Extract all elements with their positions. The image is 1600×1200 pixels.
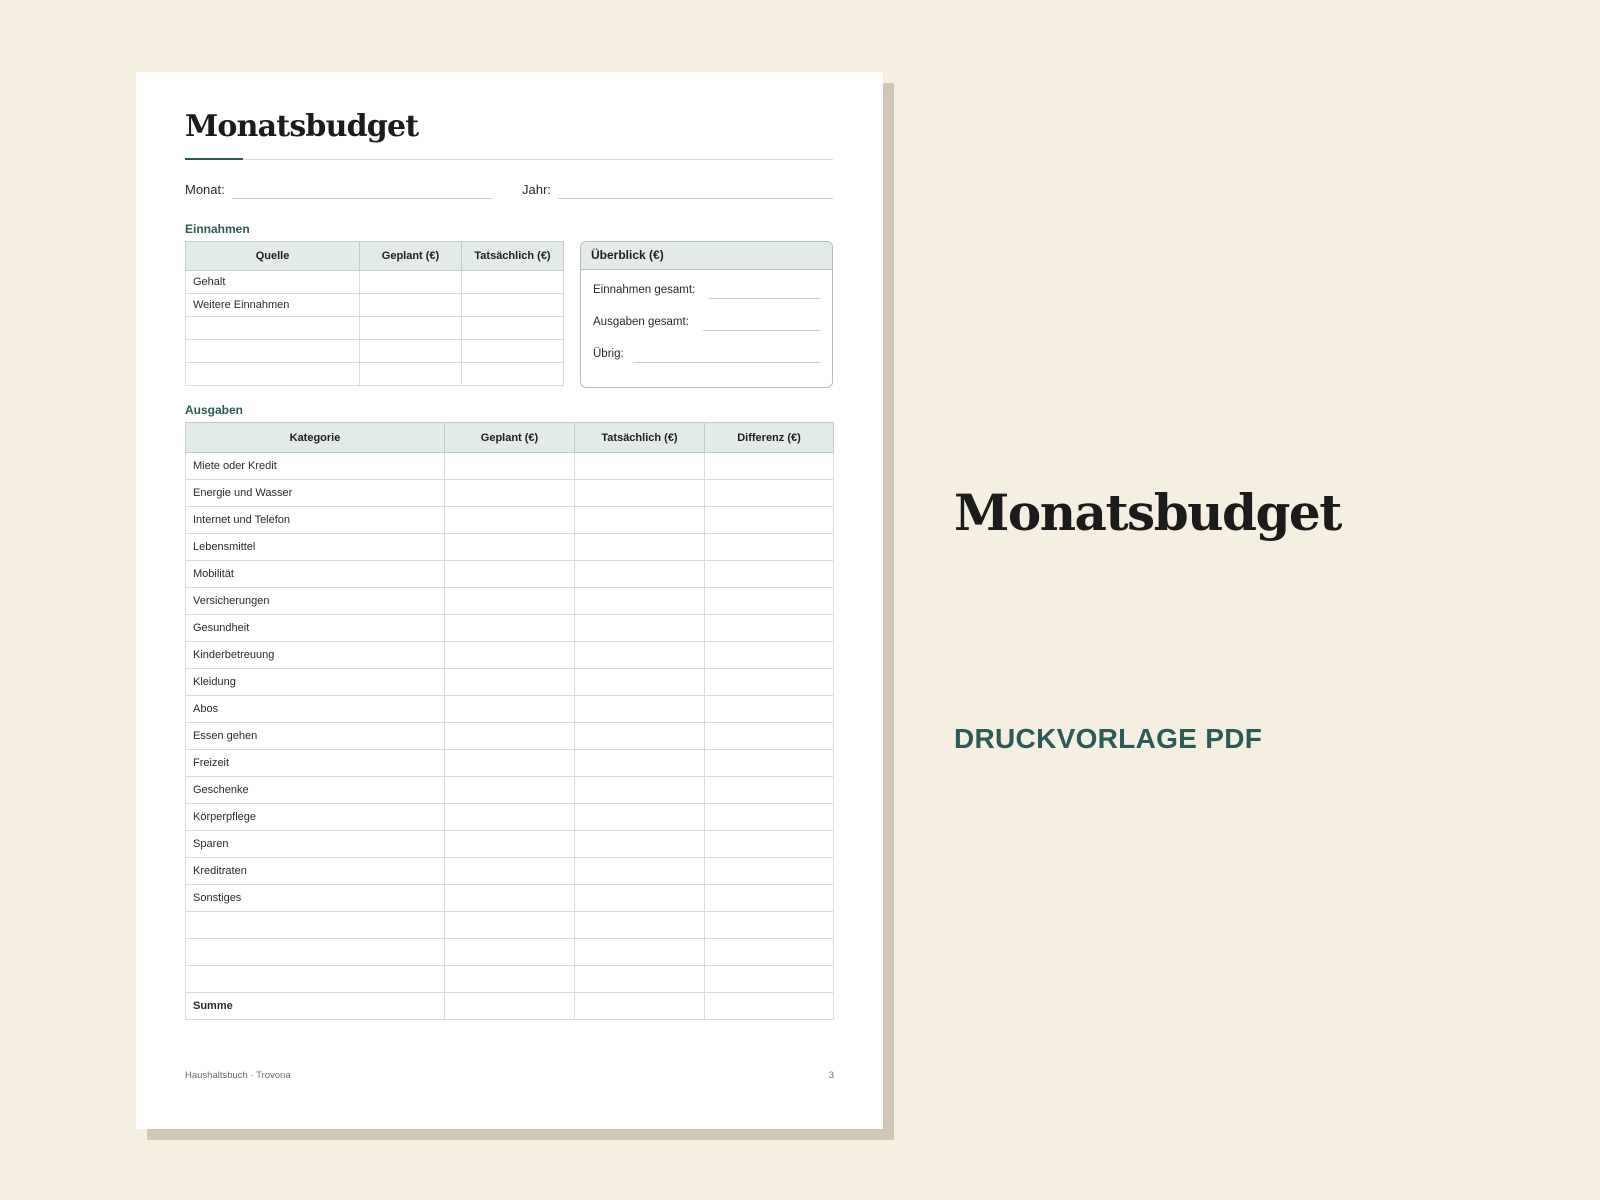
expense-row-value-cell[interactable] [575,750,705,777]
expense-row-value-cell[interactable] [575,723,705,750]
expense-row-value-cell[interactable] [575,561,705,588]
expense-row [186,804,834,831]
income-table [185,241,564,386]
expense-row-value-cell[interactable] [445,669,575,696]
expense-row-value-cell[interactable] [575,804,705,831]
expense-row [186,750,834,777]
income-row-value-cell[interactable] [360,317,462,340]
expense-row-label-cell: Lebensmittel [186,534,445,561]
expense-row-value-cell[interactable] [705,588,834,615]
expense-row-value-cell[interactable] [705,534,834,561]
income-row-value-cell[interactable] [462,271,564,294]
income-row-value-cell[interactable] [360,363,462,386]
expense-row-value-cell[interactable] [575,912,705,939]
expense-row-label-cell: Mobilität [186,561,445,588]
income-row-value-cell[interactable] [462,317,564,340]
expense-row-value-cell[interactable] [705,750,834,777]
expense-row-label-cell: Versicherungen [186,588,445,615]
expense-row-label-cell[interactable] [186,966,445,993]
expense-row-value-cell[interactable] [575,642,705,669]
expense-row-value-cell[interactable] [445,804,575,831]
expense-row-value-cell[interactable] [445,858,575,885]
expense-row [186,723,834,750]
expense-row-value-cell[interactable] [575,669,705,696]
title-accent-line [185,158,243,160]
expense-row-value-cell[interactable] [445,966,575,993]
overview-remaining-label: Übrig: [593,348,624,360]
expense-row-value-cell[interactable] [445,642,575,669]
sum-planned-cell[interactable] [445,993,575,1020]
expenses-table [185,422,834,1020]
expense-row-value-cell[interactable] [575,615,705,642]
expense-row [186,777,834,804]
column-header: Geplant (€) [445,423,575,453]
expense-row [186,561,834,588]
expense-row-value-cell[interactable] [575,453,705,480]
income-row [186,317,564,340]
expense-row-value-cell[interactable] [575,831,705,858]
expense-row [186,642,834,669]
year-field-line[interactable] [558,198,833,199]
expense-row-value-cell[interactable] [705,507,834,534]
expense-row [186,507,834,534]
expense-row-value-cell[interactable] [705,669,834,696]
column-header: Differenz (€) [705,423,834,453]
month-field-line[interactable] [232,198,492,199]
income-body [186,271,564,386]
expense-row [186,912,834,939]
expense-row-value-cell[interactable] [705,480,834,507]
page-number: 3 [828,1070,834,1081]
expense-row-value-cell[interactable] [445,723,575,750]
expense-row-value-cell[interactable] [575,480,705,507]
income-row-label-cell[interactable] [186,317,360,340]
sum-difference-cell[interactable] [705,993,834,1020]
expense-row-value-cell[interactable] [445,912,575,939]
year-label: Jahr: [522,182,551,197]
expense-row-label-cell: Sonstiges [186,885,445,912]
expense-row-value-cell[interactable] [705,723,834,750]
sum-label: Summe [186,993,445,1020]
expense-row-value-cell[interactable] [445,480,575,507]
income-row [186,340,564,363]
expense-row-value-cell[interactable] [705,696,834,723]
expense-row-value-cell[interactable] [445,777,575,804]
overview-expense-total-label: Ausgaben gesamt: [593,316,689,328]
income-row [186,363,564,386]
income-header-row [186,242,564,271]
income-row-value-cell[interactable] [360,294,462,317]
income-row-value-cell[interactable] [462,363,564,386]
expense-row-value-cell[interactable] [575,696,705,723]
footer-text: Haushaltsbuch · Trovona [185,1070,291,1081]
column-header: Tatsächlich (€) [575,423,705,453]
expense-row [186,588,834,615]
title-divider [185,159,833,160]
expense-row-value-cell[interactable] [705,804,834,831]
expense-row-value-cell[interactable] [705,561,834,588]
income-row-label-cell[interactable] [186,340,360,363]
expense-row-value-cell[interactable] [445,453,575,480]
overview-box [580,241,833,388]
income-row [186,294,564,317]
income-row-label-cell[interactable] [186,363,360,386]
expense-row-label-cell: Sparen [186,831,445,858]
expense-row-label-cell[interactable] [186,939,445,966]
expense-row-value-cell[interactable] [445,534,575,561]
month-year-fields [185,182,833,202]
expense-row-value-cell[interactable] [445,885,575,912]
overview-row-remaining [593,348,821,366]
overview-remaining-line[interactable] [633,362,821,363]
overview-income-total-label: Einnahmen gesamt: [593,284,696,296]
expense-row-value-cell[interactable] [445,696,575,723]
income-row-label-cell: Gehalt [186,271,360,294]
expense-row-value-cell[interactable] [445,939,575,966]
expenses-sum-row [186,993,834,1020]
expense-row-label-cell: Kreditraten [186,858,445,885]
expense-row-value-cell[interactable] [445,561,575,588]
expenses-body [186,453,834,993]
expense-row-label-cell: Körperpflege [186,804,445,831]
expense-row-value-cell[interactable] [575,966,705,993]
expense-row-value-cell[interactable] [445,750,575,777]
expense-row [186,885,834,912]
expense-row [186,534,834,561]
expense-row-value-cell[interactable] [445,615,575,642]
expense-row [186,966,834,993]
expense-row-value-cell[interactable] [705,966,834,993]
income-row [186,271,564,294]
expense-row-value-cell[interactable] [575,588,705,615]
expense-row-value-cell[interactable] [575,777,705,804]
overview-expense-total-line[interactable] [703,330,821,331]
expense-row-value-cell[interactable] [445,588,575,615]
expense-row-label-cell: Essen gehen [186,723,445,750]
expense-row [186,696,834,723]
income-row-value-cell[interactable] [462,294,564,317]
overview-income-total-line[interactable] [709,298,821,299]
income-heading: Einnahmen [185,222,250,236]
expense-row [186,831,834,858]
expense-row-value-cell[interactable] [705,642,834,669]
column-header: Geplant (€) [360,242,462,271]
expense-row-value-cell[interactable] [445,831,575,858]
expense-row-value-cell[interactable] [575,885,705,912]
column-header: Quelle [186,242,360,271]
budget-sheet [136,72,883,1129]
expense-row-label-cell: Freizeit [186,750,445,777]
promo-title: Monatsbudget [954,483,1341,542]
expense-row [186,480,834,507]
expense-row-value-cell[interactable] [705,615,834,642]
expense-row [186,453,834,480]
expense-row-value-cell[interactable] [705,831,834,858]
expense-row-label-cell: Kleidung [186,669,445,696]
column-header: Kategorie [186,423,445,453]
expense-row-value-cell[interactable] [705,912,834,939]
document-title: Monatsbudget [185,109,419,144]
sum-actual-cell[interactable] [575,993,705,1020]
income-row-value-cell[interactable] [462,340,564,363]
expense-row-value-cell[interactable] [575,939,705,966]
month-label: Monat: [185,182,225,197]
expense-row-label-cell: Energie und Wasser [186,480,445,507]
expense-row-label-cell: Kinderbetreuung [186,642,445,669]
expense-row-value-cell[interactable] [705,453,834,480]
expense-row-label-cell: Internet und Telefon [186,507,445,534]
expense-row-value-cell[interactable] [575,534,705,561]
expense-row-label-cell: Gesundheit [186,615,445,642]
income-row-label-cell: Weitere Einnahmen [186,294,360,317]
expense-row [186,669,834,696]
overview-row-expense-total [593,316,821,334]
expense-row-value-cell[interactable] [705,939,834,966]
income-row-value-cell[interactable] [360,340,462,363]
promo-subtitle: DRUCKVORLAGE PDF [954,723,1263,754]
expense-row-value-cell[interactable] [575,507,705,534]
expense-row-value-cell[interactable] [445,507,575,534]
expense-row [186,615,834,642]
expense-row-value-cell[interactable] [575,858,705,885]
expense-row [186,939,834,966]
expenses-heading: Ausgaben [185,403,244,417]
overview-row-income-total [593,284,821,302]
expenses-header-row [186,423,834,453]
income-row-value-cell[interactable] [360,271,462,294]
expense-row-value-cell[interactable] [705,777,834,804]
expense-row-value-cell[interactable] [705,858,834,885]
expense-row-label-cell: Abos [186,696,445,723]
expense-row [186,858,834,885]
column-header: Tatsächlich (€) [462,242,564,271]
expense-row-value-cell[interactable] [705,885,834,912]
expense-row-label-cell[interactable] [186,912,445,939]
overview-heading: Überblick (€) [581,242,832,270]
expense-row-label-cell: Geschenke [186,777,445,804]
expense-row-label-cell: Miete oder Kredit [186,453,445,480]
